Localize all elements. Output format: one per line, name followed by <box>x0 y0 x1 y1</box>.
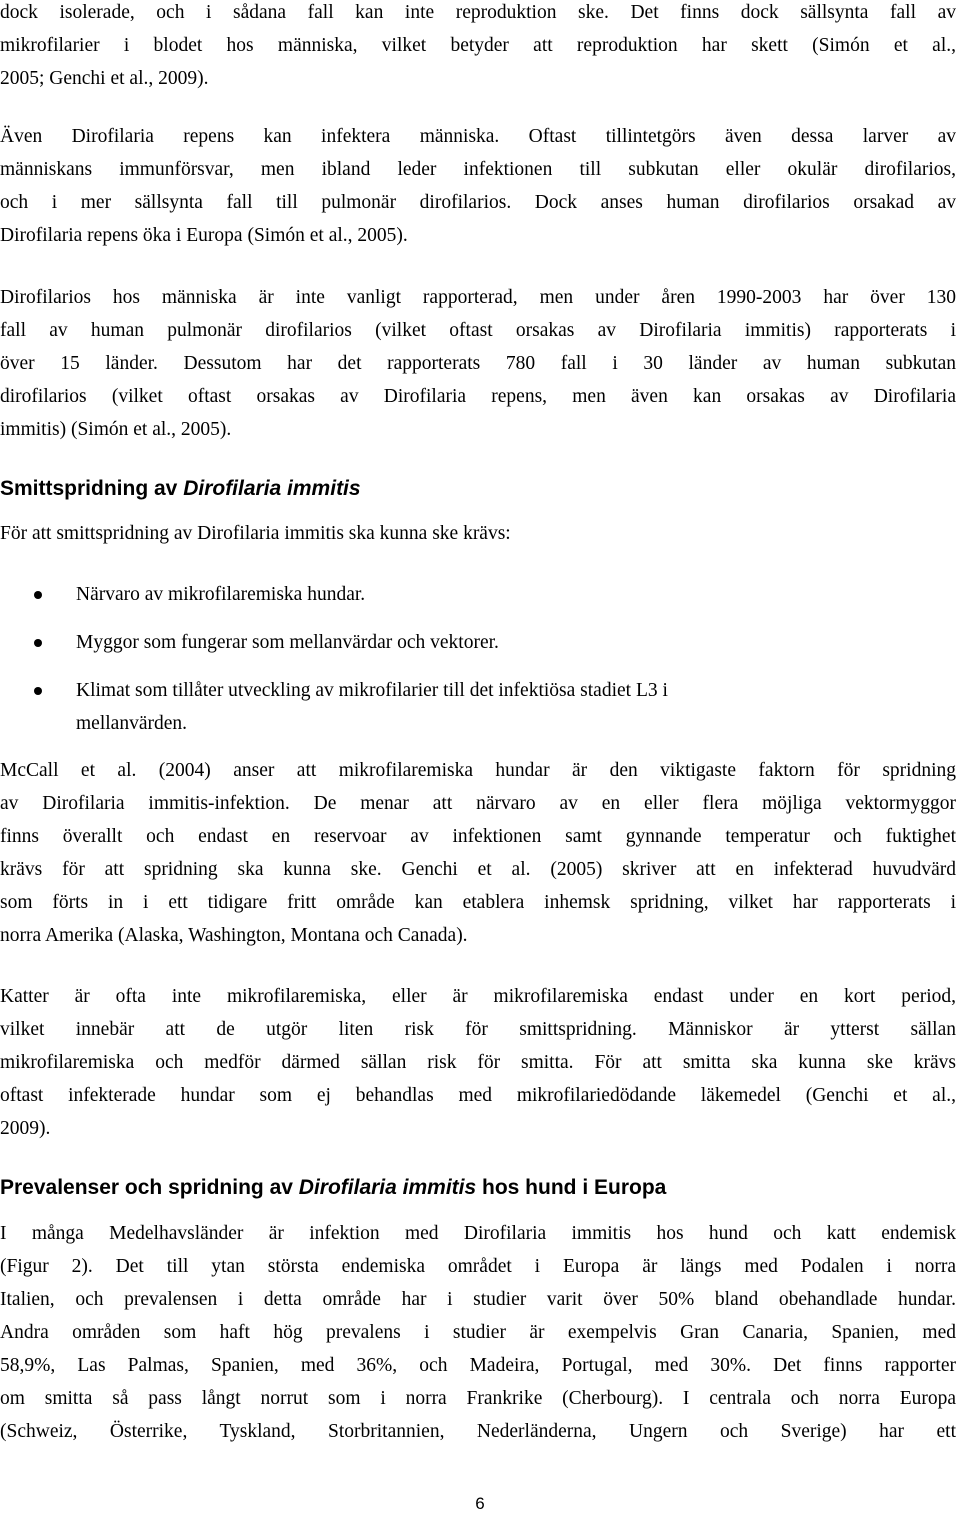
paragraph-line: och i mer sällsynta fall till pulmonär dirofilarios. Dock anses human dirofilarios orsakad av <box>0 192 956 213</box>
paragraph-line: McCall et al. (2004) anser att mikrofilaremiska hundar är den viktigaste faktorn för spridning <box>0 760 956 781</box>
intro-line: För att smittspridning av Dirofilaria immitis ska kunna ske krävs: <box>0 523 511 544</box>
paragraph-line: norra Amerika (Alaska, Washington, Montana och Canada). <box>0 925 468 946</box>
paragraph-line: fall av human pulmonär dirofilarios (vilket oftast orsakas av Dirofilaria immitis) rapporterats i <box>0 320 956 341</box>
heading-text: Smittspridning av <box>0 477 184 500</box>
paragraph-line: (Figur 2). Det till ytan största endemiska området i Europa är längs med Podalen i norra <box>0 1256 956 1277</box>
paragraph-line: immitis) (Simón et al., 2005). <box>0 419 232 440</box>
paragraph-line: vilket innebär att de utgör liten risk för smittspridning. Människor är ytterst sällan <box>0 1019 956 1040</box>
paragraph-line: över 15 länder. Dessutom har det rapporterats 780 fall i 30 länder av human subkutan <box>0 353 956 374</box>
paragraph-line: människans immunförsvar, men ibland leder infektionen till subkutan eller okulär dirofilarios, <box>0 159 956 180</box>
paragraph-line: mikrofilaremiska och medför därmed sällan risk för smitta. För att smitta ska kunna ske krävs <box>0 1052 956 1073</box>
paragraph-line: Dirofilaria repens öka i Europa (Simón et al., 2005). <box>0 225 408 246</box>
section-heading <box>0 1174 666 1202</box>
bullet-dot-icon <box>34 639 42 647</box>
paragraph-line: mikrofilarier i blodet hos människa, vilket betyder att reproduktion har skett (Simón et al., <box>0 35 956 56</box>
paragraph-line: Dirofilarios hos människa är inte vanligt rapporterad, men under åren 1990-2003 har över 130 <box>0 287 956 308</box>
paragraph-line: Italien, och prevalensen i detta område har i studier varit över 50% bland obehandlade hundar. <box>0 1289 956 1310</box>
paragraph-line: dirofilarios (vilket oftast orsakas av Dirofilaria repens, men även kan orsakas av Dirofilaria <box>0 386 956 407</box>
paragraph-line: 2005; Genchi et al., 2009). <box>0 68 209 89</box>
paragraph-line: om smitta så pass långt norrut som i norra Frankrike (Cherbourg). I centrala och norra Europa <box>0 1388 956 1409</box>
paragraph-line: 2009). <box>0 1118 51 1139</box>
paragraph-line: (Schweiz, Österrike, Tyskland, Storbritannien, Nederländerna, Ungern och Sverige) har ett <box>0 1421 956 1442</box>
paragraph-line: Även Dirofilaria repens kan infektera människa. Oftast tillintetgörs även dessa larver av <box>0 126 956 147</box>
paragraph-line: finns överallt och endast en reservoar av infektionen samt gynnande temperatur och fuktighet <box>0 826 956 847</box>
section-heading <box>0 475 361 503</box>
heading-italic-text: Dirofilaria immitis <box>183 477 361 500</box>
paragraph-line: I många Medelhavsländer är infektion med Dirofilaria immitis hos hund och katt endemisk <box>0 1223 956 1244</box>
bullet-dot-icon <box>34 687 42 695</box>
bullet-dot-icon <box>34 591 42 599</box>
heading-text: Prevalenser och spridning av <box>0 1176 299 1199</box>
paragraph-line: Andra områden som haft hög prevalens i studier är exempelvis Gran Canaria, Spanien, med <box>0 1322 956 1343</box>
list-item-continuation: mellanvärden. <box>76 713 187 734</box>
paragraph-line: 58,9%, Las Palmas, Spanien, med 36%, och Madeira, Portugal, med 30%. Det finns rapporter <box>0 1355 956 1376</box>
list-item: Klimat som tillåter utveckling av mikrofilarier till det infektiösa stadiet L3 i <box>76 680 668 701</box>
paragraph-line: som förts in i ett tidigare fritt område kan etablera inhemsk spridning, vilket har rapporterats i <box>0 892 956 913</box>
paragraph-line: oftast infekterade hundar som ej behandlas med mikrofilariedödande läkemedel (Genchi et al., <box>0 1085 956 1106</box>
list-item: Närvaro av mikrofilaremiska hundar. <box>76 584 366 605</box>
heading-text: hos hund i Europa <box>476 1176 667 1199</box>
heading-italic-text: Dirofilaria immitis <box>298 1176 477 1199</box>
list-item: Myggor som fungerar som mellanvärdar och vektorer. <box>76 632 499 653</box>
paragraph-line: Katter är ofta inte mikrofilaremiska, eller är mikrofilaremiska endast under en kort period, <box>0 986 956 1007</box>
paragraph-line: av Dirofilaria immitis-infektion. De menar att närvaro av en eller flera möjliga vektormyggor <box>0 793 956 814</box>
paragraph-line: krävs för att spridning ska kunna ske. Genchi et al. (2005) skriver att en infekterad huvudvärd <box>0 859 956 880</box>
paragraph-line: dock isolerade, och i sådana fall kan inte reproduktion ske. Det finns dock sällsynta fall av <box>0 2 956 23</box>
page-number: 6 <box>475 1494 485 1513</box>
